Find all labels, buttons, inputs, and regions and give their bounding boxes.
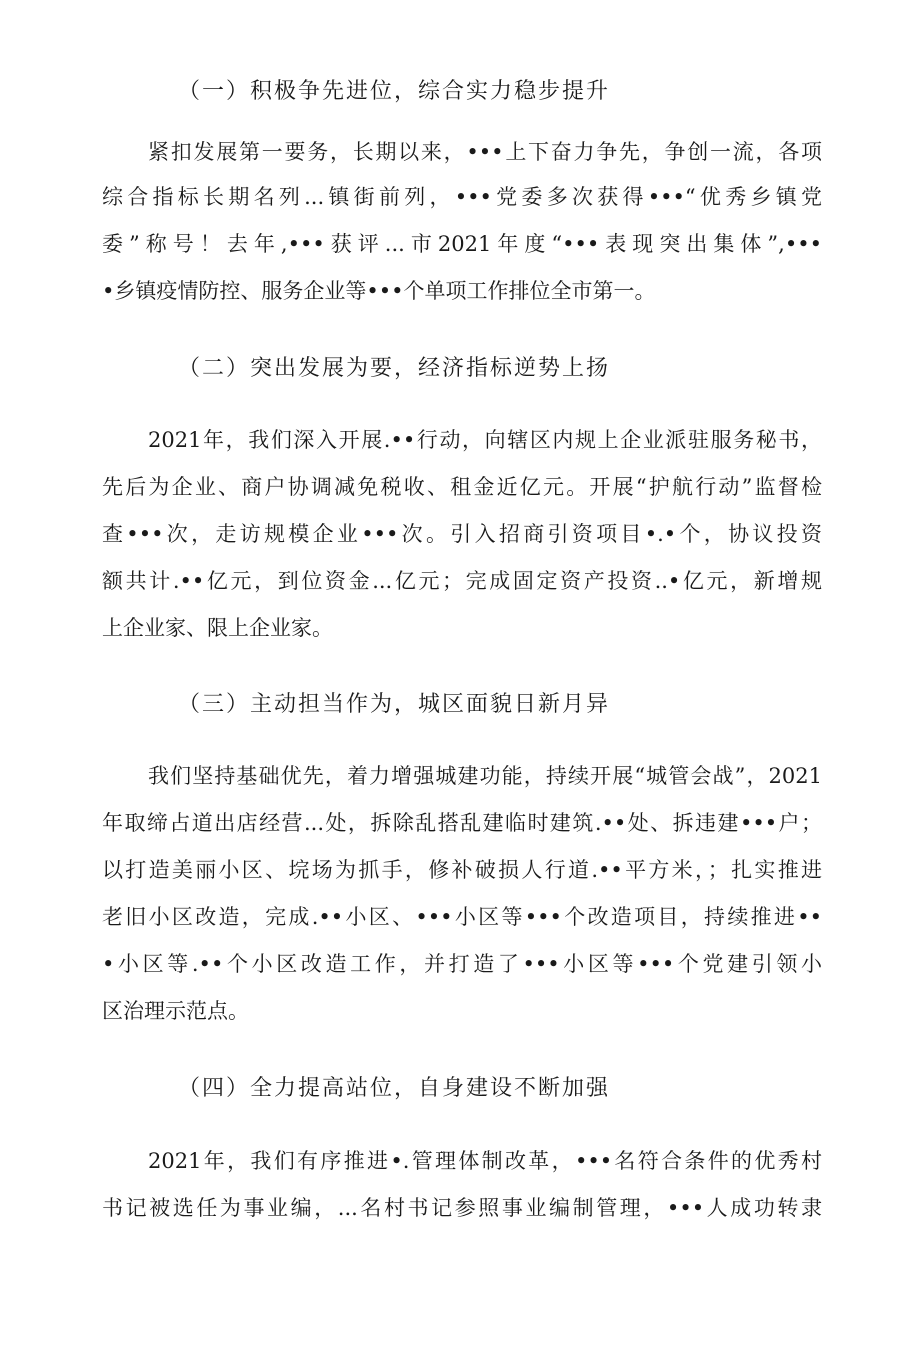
paragraph-line: 2021年，我们有序推进•.管理体制改革，•••名符合条件的优秀村: [148, 1149, 822, 1173]
paragraph-line: •乡镇疫情防控、服务企业等•••个单项工作排位全市第一。: [102, 279, 656, 303]
paragraph-line: 委”称号！去年,•••获评...市2021年度“•••表现突出集体”,•••: [102, 232, 822, 256]
paragraph-line: 2021年，我们深入开展.••行动，向辖区内规上企业派驻服务秘书，: [148, 428, 822, 452]
section-heading-1: （一）积极争先进位，综合实力稳步提升: [178, 79, 611, 104]
paragraph-line: •小区等.••个小区改造工作，并打造了•••小区等•••个党建引领小: [102, 952, 822, 976]
section-heading-3: （三）主动担当作为，城区面貌日新月异: [178, 692, 611, 717]
paragraph-line: 书记被选任为事业编，...名村书记参照事业编制管理，•••人成功转隶: [102, 1196, 822, 1220]
section-heading-2: （二）突出发展为要，经济指标逆势上扬: [178, 356, 611, 381]
paragraph-line: 老旧小区改造，完成.••小区、•••小区等•••个改造项目，持续推进••: [102, 905, 822, 929]
paragraph-line: 以打造美丽小区、垸场为抓手，修补破损人行道.••平方米，；扎实推进: [102, 858, 822, 882]
paragraph-line: 额共计.••亿元，到位资金...亿元；完成固定资产投资..•亿元，新增规: [102, 569, 822, 593]
section-heading-4: （四）全力提高站位，自身建设不断加强: [178, 1076, 611, 1101]
paragraph-line: 年取缔占道出店经营...处，拆除乱搭乱建临时建筑.••处、拆违建•••户；: [102, 811, 822, 835]
paragraph-line: 我们坚持基础优先，着力增强城建功能，持续开展“城管会战”，2021: [148, 764, 822, 788]
paragraph-line: 紧扣发展第一要务，长期以来，•••上下奋力争先，争创一流，各项: [148, 140, 822, 164]
paragraph-line: 区治理示范点。: [102, 999, 249, 1023]
paragraph-line: 综合指标长期名列...镇街前列，•••党委多次获得•••“优秀乡镇党: [102, 185, 822, 209]
paragraph-line: 查•••次，走访规模企业•••次。引入招商引资项目•.•个，协议投资: [102, 522, 822, 546]
paragraph-line: 先后为企业、商户协调减免税收、租金近亿元。开展“护航行动”监督检: [102, 475, 822, 499]
paragraph-line: 上企业家、限上企业家。: [102, 616, 333, 640]
